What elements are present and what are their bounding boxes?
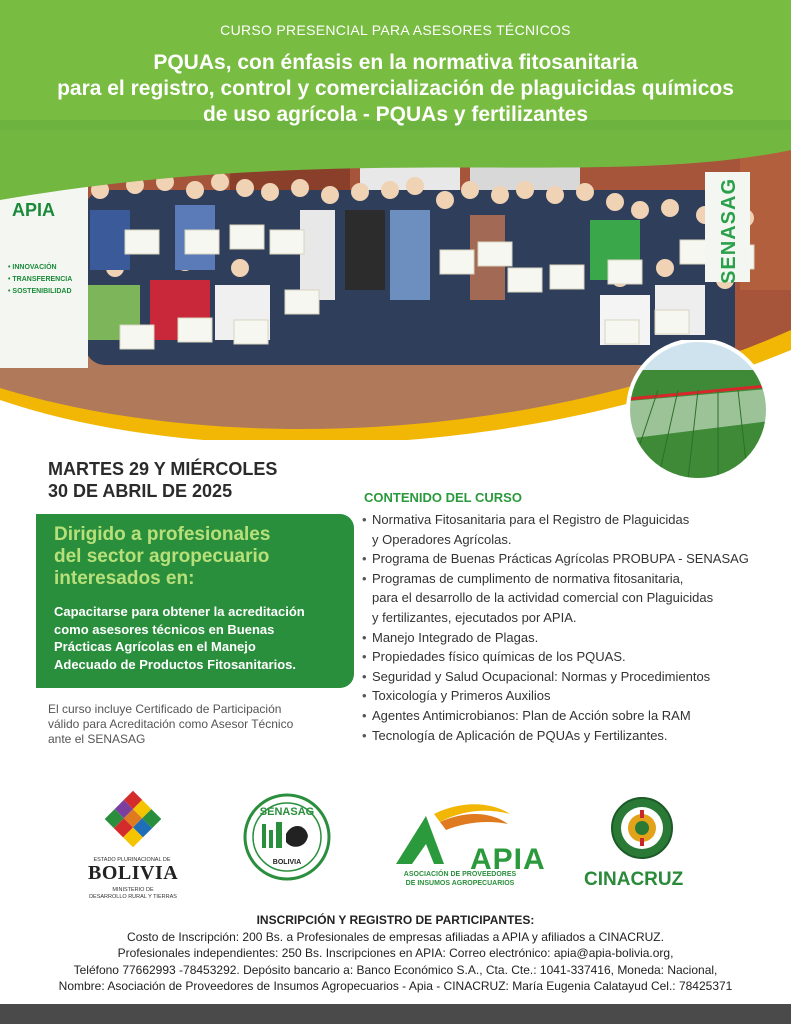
course-headline: [20, 50, 771, 128]
list-item-line: • Tecnología de Aplicación de PQUAs y Fertilizantes.: [372, 727, 668, 743]
senasag-name: SENASAG: [259, 806, 315, 818]
list-item-line: • Programas de cumplimento de normativa fitosanitaria,: [372, 570, 684, 586]
course-dates: [48, 458, 277, 502]
list-item-line: • Propiedades físico químicas de los PQUAS.: [372, 649, 626, 665]
bolivia-ministry: [86, 887, 180, 901]
header-wave: [0, 130, 791, 200]
list-item: [362, 647, 782, 667]
course-content-title: CONTENIDO DEL CURSO: [364, 490, 522, 505]
audience-title: [54, 524, 354, 590]
list-item-line: • Agentes Antimicrobianos: Plan de Acción sobre la RAM: [372, 707, 691, 723]
bolivia-emblem-icon: [98, 784, 168, 854]
date-line: 30 DE ABRIL DE 2025: [48, 481, 233, 501]
audience-body-line: Adecuado de Productos Fitosanitarios.: [54, 656, 296, 672]
certificate-note: [48, 702, 328, 747]
list-item: [362, 510, 782, 549]
list-item-line: • Programa de Buenas Prácticas Agrícolas PROBUPA - SENASAG: [372, 551, 749, 567]
registration-line: Nombre: Asociación de Proveedores de Insumos Agropecuarios - Apia - CINACRUZ: María Eugenia Calatayud Cel.: 78425371: [58, 979, 733, 993]
audience-description: [54, 603, 350, 673]
certificate-note-line: válido para Acreditación como Asesor Técnico: [48, 717, 294, 731]
apia-full-name: [392, 870, 528, 888]
audience-body-line: Prácticas Agrícolas en el Manejo: [54, 639, 256, 654]
registration-line: Profesionales independientes: 250 Bs. Inscripciones en APIA: Correo electrónico: apia@apia-bolivia.org,: [117, 946, 674, 960]
senasag-logo: [242, 792, 332, 882]
list-item: [362, 569, 782, 628]
audience-body-line: como asesores técnicos en Buenas: [54, 621, 275, 637]
list-item-line: • Seguridad y Salud Ocupacional: Normas y Procedimientos: [372, 668, 711, 684]
list-item: [362, 706, 782, 726]
course-kicker: CURSO PRESENCIAL PARA ASESORES TÉCNICOS: [220, 22, 571, 38]
list-item-line: para el desarrollo de la actividad comercial con Plaguicidas: [372, 590, 714, 606]
list-item-line: y fertilizantes, ejecutados por APIA.: [372, 609, 577, 625]
headline-line: de uso agrícola - PQUAs y fertilizantes: [202, 103, 589, 126]
list-item: [362, 667, 782, 687]
senasag-country: BOLIVIA: [272, 859, 302, 866]
headline-line: para el registro, control y comercialización de plaguicidas químicos: [57, 77, 734, 100]
banner-tag: • TRANSFERENCIA: [8, 276, 73, 283]
registration-info: [0, 912, 791, 995]
registration-line: Costo de Inscripción: 200 Bs. a Profesionales de empresas afiliadas a APIA y afiliados a CINACRUZ.: [127, 929, 664, 944]
list-item: [362, 686, 782, 706]
apia-full-name-line: DE INSUMOS AGROPECUARIOS: [405, 880, 515, 887]
date-line: MARTES 29 Y MIÉRCOLES: [48, 459, 278, 479]
headline-line: PQUAs, con énfasis en la normativa fitosanitaria: [153, 51, 638, 74]
bolivia-state-label: ESTADO PLURINACIONAL DE: [93, 857, 171, 863]
banner-tags: [8, 262, 72, 298]
banner-tag: • INNOVACIÓN: [8, 264, 57, 271]
audience-title-line: interesados en:: [54, 568, 195, 589]
audience-title-line: del sector agropecuario: [54, 546, 270, 567]
list-item: [362, 726, 782, 746]
certificate-note-line: ante el SENASAG: [48, 732, 146, 746]
list-item: [362, 628, 782, 648]
apia-name: APIA: [470, 843, 546, 876]
bottom-bar: [0, 1004, 791, 1024]
bolivia-name: BOLIVIA: [88, 862, 179, 884]
certificate-note-line: El curso incluye Certificado de Participación: [48, 702, 282, 716]
bolivia-ministry-line: MINISTERIO DE: [112, 887, 154, 893]
banner-apia-logo: APIA: [12, 200, 56, 220]
list-item: [362, 549, 782, 569]
registration-line: Teléfono 77662993 -78453292. Depósito bancario a: Banco Económico S.A., Cta. Cte.: 1041-337416, Moneda: Nacional,: [73, 962, 718, 977]
cinacruz-seal-icon: [610, 796, 674, 860]
list-item-line: • Toxicología y Primeros Auxilios: [372, 688, 551, 704]
list-item-line: • Normativa Fitosanitaria para el Registro de Plaguicidas: [372, 512, 690, 527]
banner-tag: • SOSTENIBILIDAD: [8, 288, 72, 295]
apia-full-name-line: ASOCIACIÓN DE PROVEEDORES: [403, 871, 517, 878]
registration-title: INSCRIPCIÓN Y REGISTRO DE PARTICIPANTES:: [256, 913, 535, 927]
sprayer-field-image: [618, 340, 778, 480]
list-item-line: • Manejo Integrado de Plagas.: [372, 629, 539, 645]
audience-title-line: Dirigido a profesionales: [54, 524, 271, 545]
banner-senasag-text: SENASAG: [718, 178, 740, 284]
course-content-list: [362, 510, 782, 745]
cinacruz-name: CINACRUZ: [584, 869, 684, 890]
bolivia-ministry-line: DESARROLLO RURAL Y TIERRAS: [89, 894, 177, 900]
audience-body-line: Capacitarse para obtener la acreditación: [54, 604, 305, 619]
list-item-line: y Operadores Agrícolas.: [372, 531, 512, 547]
